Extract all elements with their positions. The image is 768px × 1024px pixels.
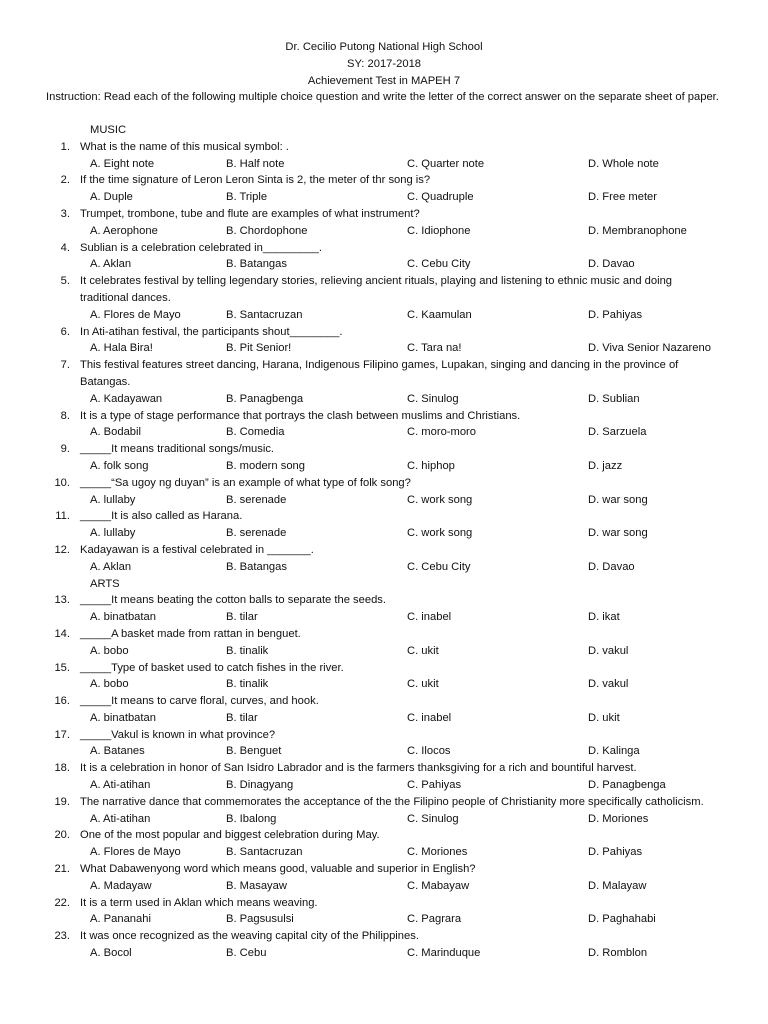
answer-options <box>0 223 768 240</box>
question-number: 3. <box>60 207 70 220</box>
option-c: C. ukit <box>407 644 439 657</box>
question-number: 22. <box>54 896 70 909</box>
option-a: A. lullaby <box>90 527 136 540</box>
option-c: C. work song <box>407 527 473 540</box>
option-a: A. Madayaw <box>90 879 152 892</box>
option-c: C. inabel <box>407 611 452 624</box>
question-text: If the time signature of Leron Leron Sinta is 2, the meter of thr song is? <box>80 174 431 187</box>
option-c: C. Quarter note <box>407 157 485 170</box>
option-c: C. Sinulog <box>407 812 459 825</box>
option-d: D. jazz <box>588 459 623 472</box>
answer-options <box>0 878 768 895</box>
question-number: 8. <box>60 409 70 422</box>
question-text: This festival features street dancing, Harana, Indigenous Filipino games, Lupakan, singing and dancing in the province of Batangas. <box>80 359 679 388</box>
question-number: 15. <box>54 661 70 674</box>
option-c: C. Cebu City <box>407 560 471 573</box>
option-a: A. bobo <box>90 644 129 657</box>
test-title: Achievement Test in MAPEH 7 <box>307 74 461 87</box>
question <box>0 172 768 189</box>
option-d: D. Paghahabi <box>588 913 656 926</box>
option-d: D. ukit <box>588 711 620 724</box>
option-c: C. moro-moro <box>407 426 476 439</box>
question-text: _____“Sa ugoy ng duyan” is an example of what type of folk song? <box>80 476 411 489</box>
option-c: C. Cebu City <box>407 258 471 271</box>
option-a: A. Hala Bira! <box>90 342 153 355</box>
option-d: D. Malayaw <box>588 879 647 892</box>
answer-options <box>0 844 768 861</box>
option-a: A. Duple <box>90 191 133 204</box>
answer-options <box>0 945 768 962</box>
option-d: D. Free meter <box>588 191 658 204</box>
question-number: 12. <box>54 543 70 556</box>
option-d: D. Kalinga <box>588 745 640 758</box>
question-text: It is a type of stage performance that portrays the clash between muslims and Christians. <box>80 409 521 422</box>
answer-options <box>0 676 768 693</box>
question <box>0 693 768 710</box>
question <box>0 240 768 257</box>
question <box>0 357 768 391</box>
question <box>0 324 768 341</box>
document-header <box>0 39 768 89</box>
option-d: D. Membranophone <box>588 224 687 237</box>
question-text: What is the name of this musical symbol: . <box>80 140 289 153</box>
option-c: C. Kaamulan <box>407 308 472 321</box>
option-b: B. Cebu <box>226 947 267 960</box>
question <box>0 542 768 559</box>
option-c: C. inabel <box>407 711 452 724</box>
option-b: B. Pagsusulsi <box>226 913 294 926</box>
question-number: 1. <box>60 140 70 153</box>
option-b: B. Ibalong <box>226 812 277 825</box>
option-d: D. Sublian <box>588 392 640 405</box>
question-text: Kadayawan is a festival celebrated in _______. <box>80 543 314 556</box>
option-d: D. war song <box>588 527 648 540</box>
question-number: 6. <box>60 325 70 338</box>
option-b: B. Batangas <box>226 258 287 271</box>
question-number: 18. <box>54 762 70 775</box>
option-b: B. serenade <box>226 493 287 506</box>
question-text: _____It means traditional songs/music. <box>80 443 275 456</box>
option-d: D. Pahiyas <box>588 846 643 859</box>
answer-options <box>0 391 768 408</box>
option-b: B. tinalik <box>226 644 269 657</box>
answer-options <box>0 492 768 509</box>
option-d: D. war song <box>588 493 648 506</box>
instruction-text: Instruction: Read each of the following multiple choice question and write the letter of the correct answer on the separate sheet of paper. <box>46 91 719 103</box>
question-text: _____Type of basket used to catch fishes in the river. <box>80 661 344 674</box>
option-d: D. Romblon <box>588 947 648 960</box>
option-d: D. ikat <box>588 611 620 624</box>
option-b: B. Santacruzan <box>226 308 303 321</box>
answer-options <box>0 525 768 542</box>
option-a: A. Bocol <box>90 947 132 960</box>
option-c: C. hiphop <box>407 459 455 472</box>
option-a: A. binatbatan <box>90 611 156 624</box>
question-number: 19. <box>54 795 70 808</box>
question-text: _____Vakul is known in what province? <box>80 728 276 741</box>
option-a: A. Kadayawan <box>90 392 163 405</box>
question-number: 21. <box>54 863 70 876</box>
question-text: It is a celebration in honor of San Isidro Labrador and is the farmers thanksgiving for a rich and bountiful harvest. <box>80 762 637 775</box>
question-text: It is a term used in Aklan which means weaving. <box>80 896 318 909</box>
answer-options <box>0 256 768 273</box>
option-c: C. ukit <box>407 678 439 691</box>
question-text: Sublian is a celebration celebrated in_________. <box>80 241 322 254</box>
option-d: D. Viva Senior Nazareno <box>588 342 711 355</box>
option-b: B. tilar <box>226 711 258 724</box>
question-number: 13. <box>54 594 70 607</box>
option-c: C. Ilocos <box>407 745 451 758</box>
answer-options <box>0 710 768 727</box>
question-text: Trumpet, trombone, tube and flute are examples of what instrument? <box>80 207 420 220</box>
question <box>0 626 768 643</box>
option-a: A. Pananahi <box>90 913 151 926</box>
option-a: A. lullaby <box>90 493 136 506</box>
question <box>0 206 768 223</box>
option-d: D. Pahiyas <box>588 308 643 321</box>
question <box>0 139 768 156</box>
question-number: 5. <box>60 275 70 288</box>
question <box>0 441 768 458</box>
option-b: B. Benguet <box>226 745 282 758</box>
option-b: B. Panagbenga <box>226 392 304 405</box>
question <box>0 727 768 744</box>
option-b: B. Masayaw <box>226 879 287 892</box>
option-d: D. Davao <box>588 560 635 573</box>
question-text: _____A basket made from rattan in benguet. <box>80 627 301 640</box>
option-c: C. work song <box>407 493 473 506</box>
option-c: C. Pahiyas <box>407 779 462 792</box>
question <box>0 760 768 777</box>
question-number: 2. <box>60 174 70 187</box>
option-b: B. Chordophone <box>226 224 308 237</box>
option-a: A. binatbatan <box>90 711 156 724</box>
question-text: _____It means to carve floral, curves, and hook. <box>80 695 319 708</box>
option-b: B. tilar <box>226 611 258 624</box>
question <box>0 508 768 525</box>
question-number: 14. <box>54 627 70 640</box>
question <box>0 475 768 492</box>
option-a: A. Ati-atihan <box>90 779 151 792</box>
option-c: C. Mabayaw <box>407 879 470 892</box>
option-a: A. Aklan <box>90 560 132 573</box>
question <box>0 408 768 425</box>
question <box>0 794 768 811</box>
question <box>0 861 768 878</box>
question-number: 4. <box>60 241 70 254</box>
section-title: ARTS <box>90 577 120 590</box>
answer-options <box>0 743 768 760</box>
answer-options <box>0 643 768 660</box>
question-text: What Dabawenyong word which means good, valuable and superior in English? <box>80 863 476 876</box>
question <box>0 895 768 912</box>
question-text: It celebrates festival by telling legendary stories, relieving ancient rituals, playing and listening to ethnic music and doing traditional dances. <box>80 275 673 304</box>
option-b: B. Santacruzan <box>226 846 303 859</box>
question-number: 9. <box>60 443 70 456</box>
question <box>0 928 768 945</box>
option-c: C. Moriones <box>407 846 468 859</box>
option-d: D. Moriones <box>588 812 649 825</box>
answer-options <box>0 811 768 828</box>
answer-options <box>0 307 768 324</box>
question-number: 7. <box>60 359 70 372</box>
option-a: A. Flores de Mayo <box>90 846 181 859</box>
option-a: A. Flores de Mayo <box>90 308 181 321</box>
option-b: B. Comedia <box>226 426 285 439</box>
question-number: 17. <box>54 728 70 741</box>
school-year: SY: 2017-2018 <box>346 57 422 70</box>
option-b: B. Dinagyang <box>226 779 294 792</box>
answer-options <box>0 189 768 206</box>
option-b: B. Half note <box>226 157 285 170</box>
question <box>0 592 768 609</box>
question-number: 11. <box>55 510 70 523</box>
option-d: D. Whole note <box>588 157 659 170</box>
question-number: 10. <box>54 476 70 489</box>
question-text: _____It is also called as Harana. <box>80 510 243 523</box>
option-c: C. Marinduque <box>407 947 481 960</box>
question <box>0 273 768 307</box>
option-d: D. vakul <box>588 644 629 657</box>
option-c: C. Tara na! <box>407 342 462 355</box>
question-text: _____It means beating the cotton balls to separate the seeds. <box>80 594 387 607</box>
option-c: C. Pagrara <box>407 913 462 926</box>
answer-options <box>0 156 768 173</box>
section-title: MUSIC <box>90 124 127 136</box>
option-d: D. vakul <box>588 678 629 691</box>
question-text: The narrative dance that commemorates the acceptance of the the Filipino people of Christianity more specifically catholicism. <box>80 795 704 808</box>
option-b: B. tinalik <box>226 678 269 691</box>
option-d: D. Sarzuela <box>588 426 647 439</box>
option-a: A. Eight note <box>90 157 155 170</box>
option-c: C. Quadruple <box>407 191 474 204</box>
option-b: B. modern song <box>226 459 305 472</box>
question-text: It was once recognized as the weaving capital city of the Philippines. <box>80 930 419 943</box>
option-c: C. Sinulog <box>407 392 459 405</box>
answer-options <box>0 458 768 475</box>
answer-options <box>0 609 768 626</box>
school-name: Dr. Cecilio Putong National High School <box>285 41 483 53</box>
option-a: A. Aklan <box>90 258 132 271</box>
question-number: 23. <box>54 930 70 943</box>
answer-options <box>0 777 768 794</box>
answer-options <box>0 340 768 357</box>
option-c: C. Idiophone <box>407 224 471 237</box>
option-a: A. folk song <box>90 459 149 472</box>
question <box>0 827 768 844</box>
option-a: A. Ati-atihan <box>90 812 151 825</box>
option-b: B. serenade <box>226 527 287 540</box>
option-b: B. Batangas <box>226 560 287 573</box>
option-a: A. Aerophone <box>90 224 158 237</box>
option-b: B. Triple <box>226 191 268 204</box>
answer-options <box>0 911 768 928</box>
option-a: A. Bodabil <box>90 426 141 439</box>
answer-options <box>0 424 768 441</box>
answer-options <box>0 559 768 576</box>
option-d: D. Davao <box>588 258 635 271</box>
option-d: D. Panagbenga <box>588 779 666 792</box>
question-list <box>0 122 768 962</box>
question <box>0 660 768 677</box>
question-number: 20. <box>54 829 70 842</box>
question-text: One of the most popular and biggest celebration during May. <box>80 829 380 842</box>
option-a: A. bobo <box>90 678 129 691</box>
question-number: 16. <box>54 695 70 708</box>
option-a: A. Batanes <box>90 745 145 758</box>
question-text: In Ati-atihan festival, the participants shout________. <box>80 325 343 338</box>
option-b: B. Pit Senior! <box>226 342 292 355</box>
